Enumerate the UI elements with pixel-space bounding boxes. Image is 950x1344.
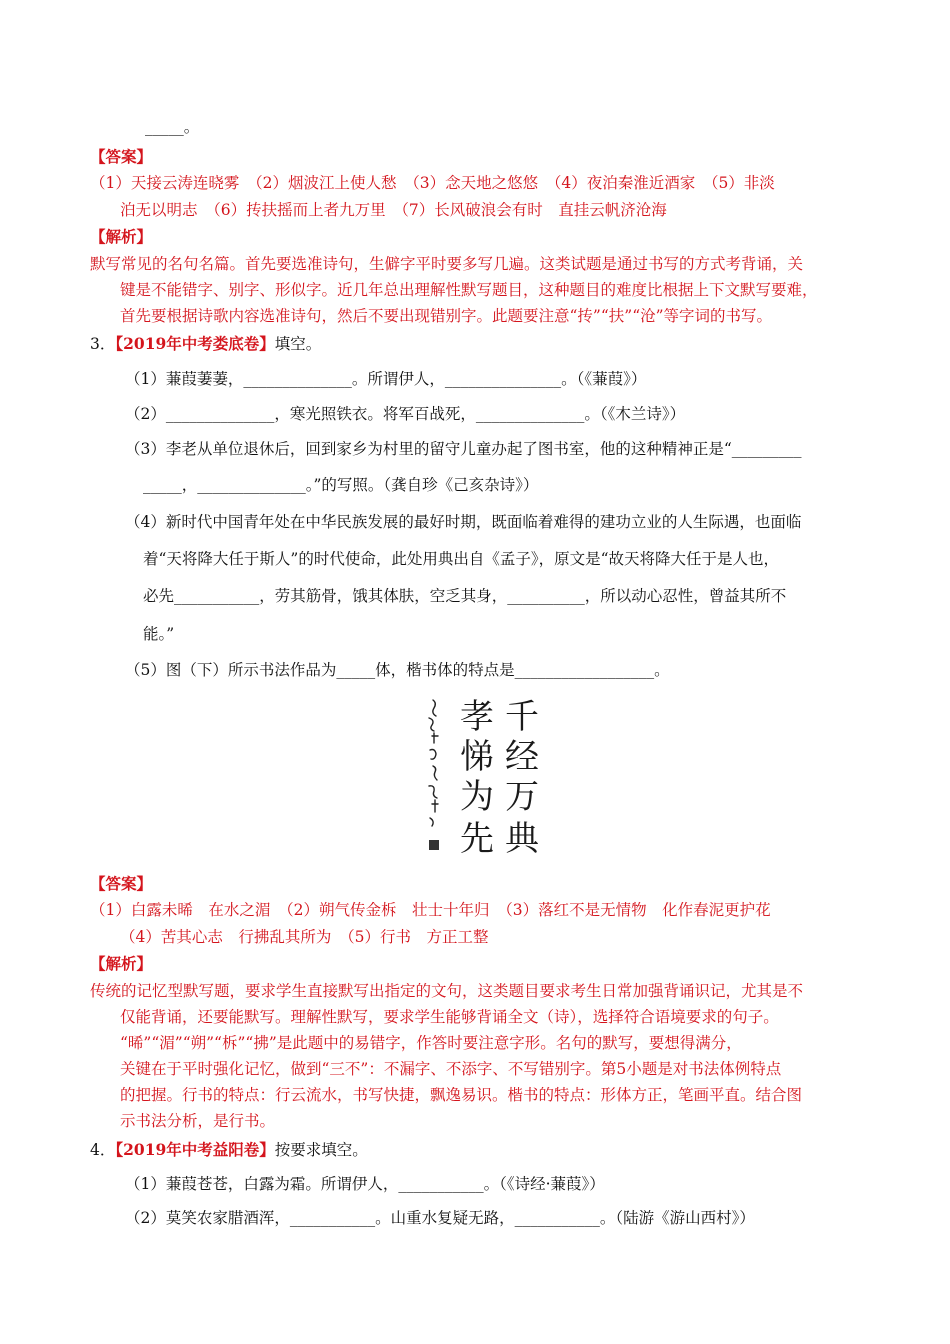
- analysis-text: 默写常见的名句名篇。首先要选准诗句，生僻字平时要多写几遍。这类试题是通过书写的方式考背诵，关: [90, 255, 804, 273]
- question-item: （4）新时代中国青年处在中华民族发展的最好时期，既面临着难得的建功立业的人生际遇，也面临: [125, 513, 802, 531]
- analysis-text: 示书法分析，是行书。: [120, 1112, 276, 1130]
- answer-text: （1）天接云涛连晓雾 （2）烟波江上使人愁 （3）念天地之悠悠 （4）夜泊秦淮近酒家 （5）非淡: [90, 174, 775, 192]
- answer-text: （4）苦其心志 行拂乱其所为 （5）行书 方正工整: [120, 928, 489, 946]
- question-source: 【2019年中考娄底卷】: [115, 334, 275, 353]
- calligraphy-char: 为: [460, 777, 494, 817]
- calligraphy-char: 万: [505, 777, 539, 817]
- analysis-text: 的把握。行书的特点：行云流水，书写快捷，飘逸易识。楷书的特点：形体方正，笔画平直。结合图: [120, 1086, 803, 1104]
- question-instruction: 按要求填空。: [274, 1141, 368, 1159]
- calligraphy-char: 典: [505, 819, 539, 859]
- calligraphy-char: 悌: [460, 737, 494, 777]
- question-instruction: 填空。: [274, 335, 322, 353]
- top-fragment: _____。: [145, 118, 200, 136]
- calligraphy-image: [415, 690, 545, 860]
- question-item: （5）图（下）所示书法作品为_____体，楷书体的特点是__________________。: [125, 661, 670, 679]
- question-item: 能。”: [143, 625, 175, 643]
- answer-text: （1）白露未晞 在水之湄 （2）朔气传金柝 壮士十年归 （3）落红不是无情物 化作春泥更护花: [90, 901, 771, 919]
- seal-stamp: [429, 840, 439, 850]
- answer-label: 【答案】: [90, 874, 153, 893]
- question-item: 必先___________，劳其筋骨，饿其体肤，空乏其身，__________，所以动心忍性，曾益其所不: [143, 587, 787, 605]
- analysis-text: 仅能背诵，还要能默写。理解性默写，要求学生能够背诵全文（诗），选择符合语境要求的句子。: [120, 1008, 779, 1026]
- analysis-text: “晞”“湄”“朔”“柝”“拂”是此题中的易错字，作答时要注意字形。名句的默写，要想得满分，: [120, 1034, 742, 1052]
- question-item: （1）蒹葭萋萋，______________。所谓伊人，_______________。（《蒹葭》）: [125, 370, 647, 388]
- question-number: 4．: [90, 1141, 116, 1159]
- question-item: _____，______________。”的写照。（龚自珍《己亥杂诗》）: [143, 476, 539, 494]
- analysis-text: 传统的记忆型默写题，要求学生直接默写出指定的文句，这类题目要求考生日常加强背诵识记，尤其是不: [90, 982, 804, 1000]
- question-item: （2）______________，寒光照铁衣。将军百战死，______________。（《木兰诗》）: [125, 405, 686, 423]
- question-4-header: [90, 1139, 368, 1161]
- calligraphy-char: 先: [460, 819, 494, 859]
- question-number: 3．: [90, 335, 116, 353]
- question-3-header: [90, 333, 321, 355]
- analysis-label: 【解析】: [90, 227, 153, 246]
- calligraphy-char: 孝: [460, 697, 494, 737]
- analysis-text: 键是不能错字、别字、形似字。近几年总出理解性默写题目，这种题目的难度比根据上下文默写要难，: [120, 281, 818, 299]
- answer-label: 【答案】: [90, 147, 153, 166]
- question-item: （2）莫笑农家腊酒浑，___________。山重水复疑无路，___________。（陆游《游山西村》）: [125, 1209, 755, 1227]
- answer-text: 泊无以明志 （6）抟扶摇而上者九万里 （7）长风破浪会有时 直挂云帆济沧海: [120, 201, 667, 219]
- question-item: （1）蒹葭苍苍，白露为霜。所谓伊人，___________。（《诗经·蒹葭》）: [125, 1175, 605, 1193]
- question-source: 【2019年中考益阳卷】: [115, 1140, 275, 1159]
- analysis-text: 关键在于平时强化记忆，做到“三不”：不漏字、不添字、不写错别字。第5小题是对书法体例特点: [120, 1060, 782, 1078]
- analysis-label: 【解析】: [90, 954, 153, 973]
- calligraphy-char: 千: [505, 697, 539, 737]
- calligraphy-char: 经: [505, 737, 539, 777]
- question-item: 着“天将降大任于斯人”的时代使命，此处用典出自《孟子》，原文是“故天将降大任于是人也，: [143, 550, 780, 568]
- question-item: （3）李老从单位退休后，回到家乡为村里的留守儿童办起了图书室，他的这种精神正是“_________: [125, 440, 802, 458]
- analysis-text: 首先要根据诗歌内容选准诗句，然后不要出现错别字。此题要注意“抟”“扶”“沧”等字词的书写。: [120, 307, 773, 325]
